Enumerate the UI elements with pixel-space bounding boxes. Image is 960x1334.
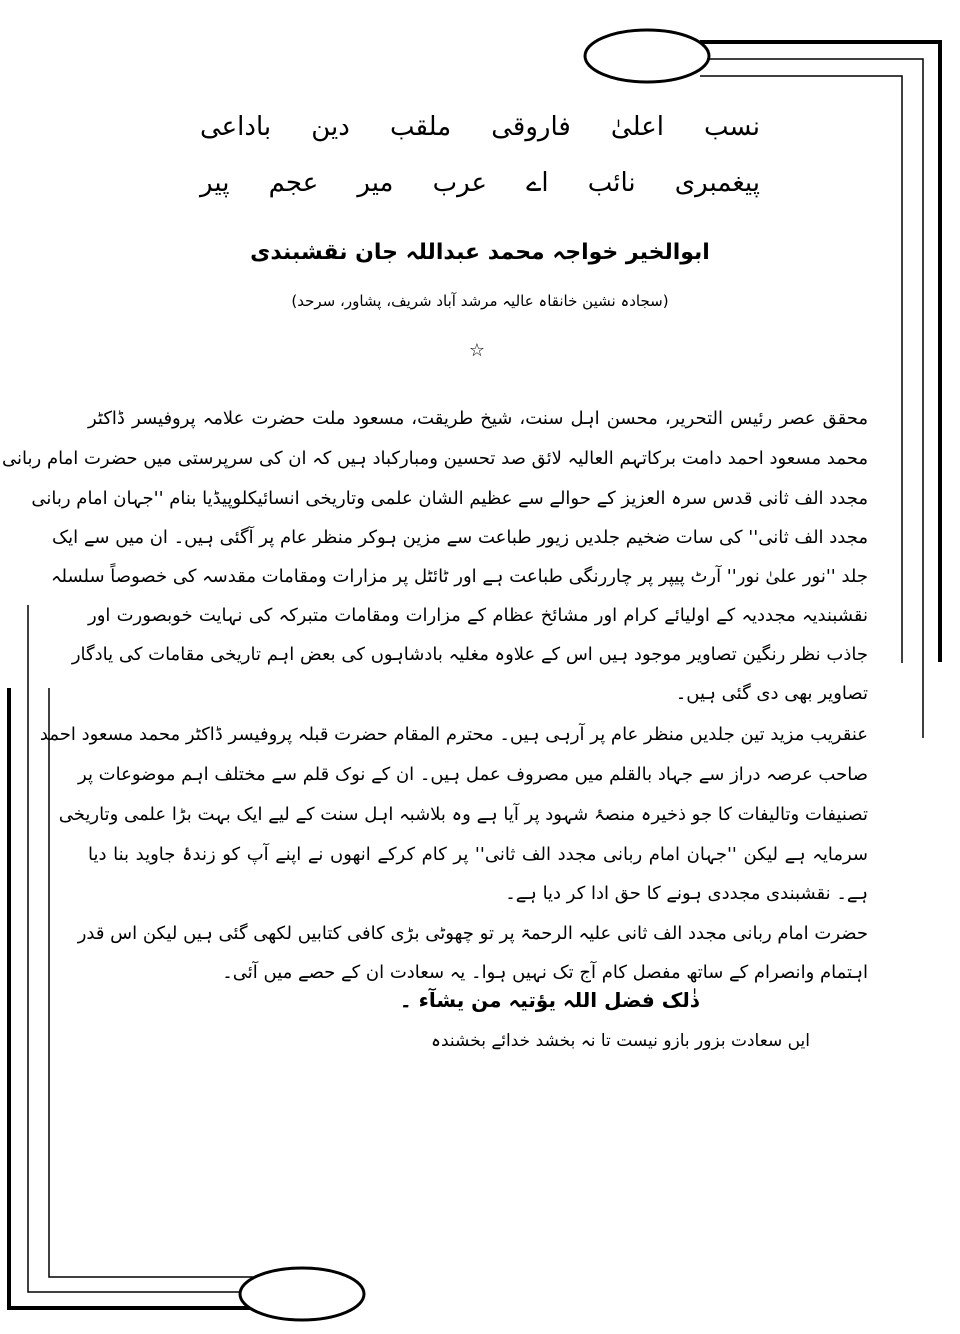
verse-word: فاروقی bbox=[491, 112, 571, 142]
verse-word: پیغمبری bbox=[674, 168, 760, 198]
border-top-right-middle bbox=[708, 59, 923, 738]
verse-word: دین bbox=[311, 112, 350, 142]
verse-line-2 bbox=[200, 168, 760, 198]
author-subtitle: (سجادہ نشین خانقاہ عالیہ مرشد آباد شریف، پشاور، سرحد) bbox=[291, 292, 669, 310]
star-icon: ☆ bbox=[468, 340, 486, 361]
verse-word: عجم bbox=[268, 168, 319, 198]
body-line: عنقریب مزید تین جلدیں منظر عام پر آرہی ہیں۔ محترم المقام حضرت قبلہ پروفیسر ڈاکٹر محمد مسعود احمد bbox=[39, 724, 868, 745]
border-bottom-left-middle bbox=[28, 605, 242, 1292]
border-top-ellipse bbox=[585, 30, 709, 82]
body-line: مجدد الف ثانی'' کی سات ضخیم جلدیں زیور طباعت سے مزین ہوکر منظر عام پر آگئی ہیں۔ ان میں سے ایک bbox=[52, 527, 868, 548]
verse-word: اے bbox=[526, 168, 549, 198]
border-bottom-ellipse bbox=[240, 1268, 364, 1320]
author-name: ابوالخیر خواجہ محمد عبداللہ جان نقشبندی bbox=[250, 240, 710, 265]
arabic-quote: ذٰلک فضل اللہ یؤتیہ من یشآء ۔ bbox=[399, 988, 700, 1012]
verse-word: عرب bbox=[432, 168, 487, 198]
body-line: تصنیفات وتالیفات کا جو ذخیرہ منصۂ شہود پر آیا ہے وہ بلاشبہ اہل سنت کے لیے ایک بہت بڑا علمی وتاریخی bbox=[58, 804, 868, 825]
body-line: نقشبندیہ مجددیہ کے اولیائے کرام اور مشائخ عظام کے مزارات ومقامات متبرکہ کی نہایت خوبصورت اور bbox=[88, 605, 868, 626]
body-line: حضرت امام ربانی مجدد الف ثانی علیہ الرحمۃ پر تو چھوٹی بڑی کافی کتابیں لکھی گئی ہیں لیکن اس قدر bbox=[77, 923, 868, 944]
body-line: ہے۔ نقشبندی مجددی ہونے کا حق ادا کر دیا ہے۔ bbox=[505, 883, 868, 904]
body-line: تصاویر بھی دی گئی ہیں۔ bbox=[675, 683, 868, 704]
body-line: جاذب نظر رنگین تصاویر موجود ہیں اس کے علاوہ مغلیہ بادشاہوں کی بعض اہم تاریخی مقامات کی یادگار bbox=[71, 644, 868, 665]
body-line: صاحب عرصہ دراز سے جہاد بالقلم میں مصروف عمل ہیں۔ ان کے نوک قلم سے مختلف اہم موضوعات پر bbox=[78, 764, 868, 785]
body-line: محمد مسعود احمد دامت برکاتہم العالیہ لائق صد تحسین ومبارکباد ہیں کہ ان کی سرپرستی میں حضرت امام ربانی bbox=[2, 448, 868, 469]
verse-word: باداعی bbox=[200, 112, 272, 142]
persian-couplet: ایں سعادت بزور بازو نیست تا نہ بخشد خدائے بخشندہ bbox=[431, 1031, 810, 1051]
verse-word: پیر bbox=[200, 168, 230, 198]
verse-word: میر bbox=[357, 168, 394, 198]
verse-word: نائب bbox=[587, 168, 636, 198]
body-line: جلد ''نور علیٰ نور'' آرٹ پیپر پر چاررنگی طباعت ہے اور ٹائٹل پر مزارات ومقامات مقدسہ کی خصوصاً سلسلہ bbox=[50, 566, 868, 587]
body-line: اہتمام وانصرام کے ساتھ مفصل کام آج تک نہیں ہوا۔ یہ سعادت ان کے حصے میں آئی۔ bbox=[222, 962, 868, 983]
verse-word: نسب bbox=[704, 112, 760, 142]
body-line: مجدد الف ثانی قدس سرہ العزیز کے حوالے سے عظیم الشان علمی وتاریخی انسائیکلوپیڈیا بنام ''جہان امام ربانی bbox=[31, 488, 868, 509]
verse-line-1 bbox=[200, 112, 760, 142]
body-line: سرمایہ ہے لیکن ''جہان امام ربانی مجدد الف ثانی'' پر کام کرکے انھوں نے اپنے آپ کو زندۂ جاوید بنا دیا bbox=[88, 844, 868, 865]
verse-word: ملقب bbox=[389, 112, 452, 142]
body-line: محقق عصر رئیس التحریر، محسن اہل سنت، شیخ طریقت، مسعود ملت حضرت علامہ پروفیسر ڈاکٹر bbox=[88, 408, 868, 429]
verse-word: اعلیٰ bbox=[610, 112, 664, 142]
